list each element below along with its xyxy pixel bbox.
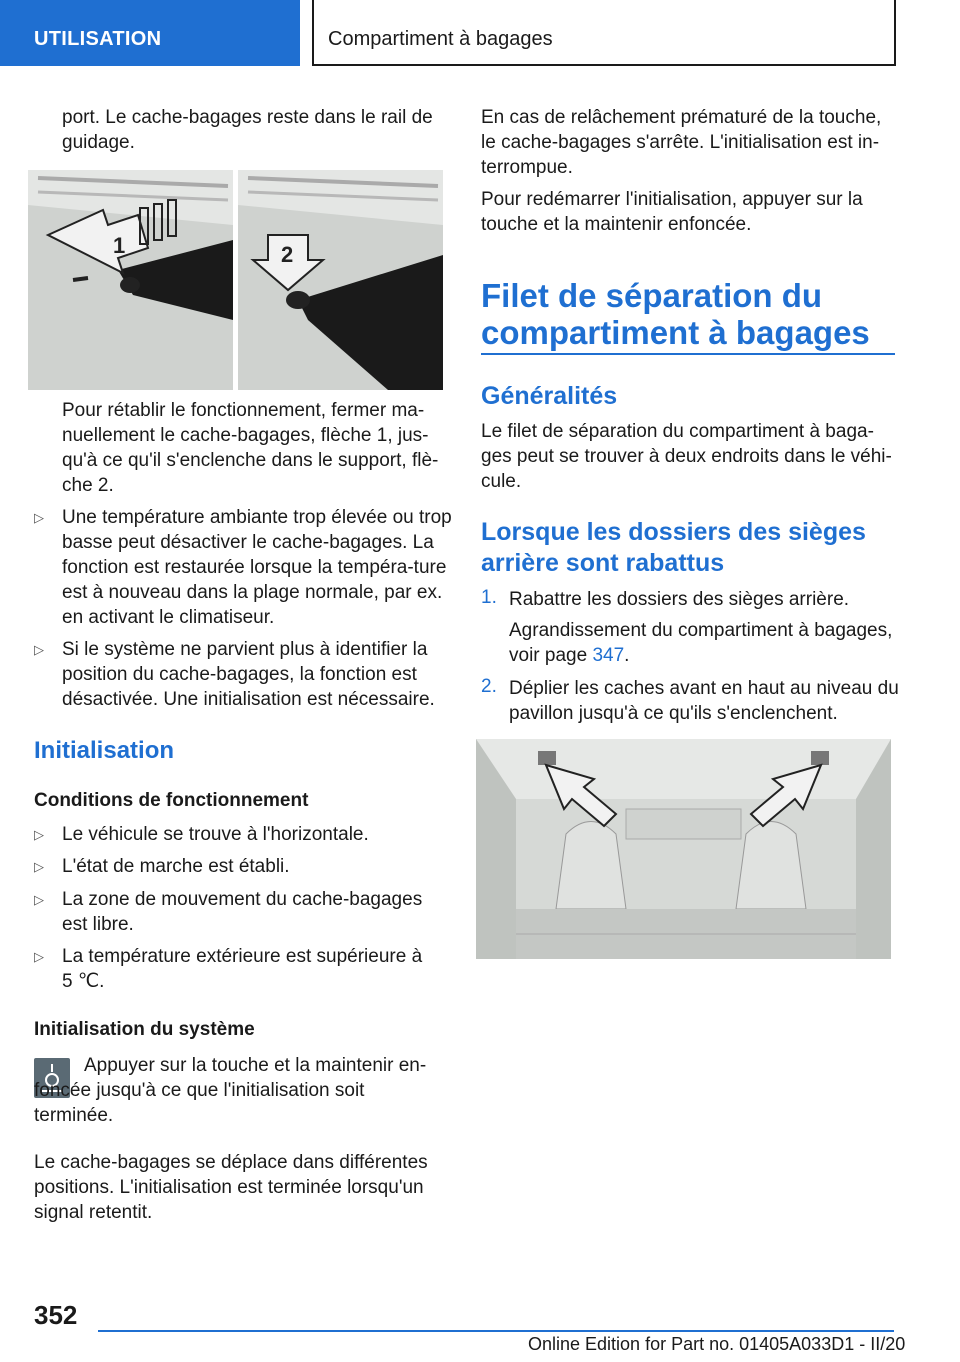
triangle-bullet-icon: ▷ (34, 510, 44, 525)
chapter-title: Compartiment à bagages (328, 28, 553, 50)
heading-underline (481, 353, 895, 355)
list-item: ▷ La zone de mouvement du cache-bagages est libre. (34, 889, 423, 935)
step-number: 2. (481, 676, 497, 697)
cover-photo-arrow-2 (238, 170, 443, 390)
right-paragraph-2: Pour redémarrer l'initialisation, appuyer sur la touche et la maintenir enfoncée. (481, 189, 863, 235)
list-item: ▷ Si le système ne parvient plus à identifier la position du cache-bagages, la fonction est désactivée. Une initialisation est nécessaire. (34, 639, 435, 710)
page-number: 352 (34, 1300, 78, 1330)
interior-photo (476, 739, 891, 959)
arrow-label-1: 1 (113, 233, 126, 258)
step-number: 1. (481, 587, 497, 608)
edition-text: Online Edition for Part no. 01405A033D1 - II/20 (528, 1334, 906, 1354)
page-link[interactable]: 347 (592, 645, 625, 666)
triangle-bullet-icon: ▷ (34, 827, 44, 842)
step-text: Rabattre les dossiers des sièges arrière. (509, 589, 850, 610)
right-paragraph-1: En cas de relâchement prématuré de la touche, le cache-bagages s'arrête. L'initialisation est in-terrompue. (481, 107, 882, 178)
arrow-label-2: 2 (281, 242, 294, 267)
step-subtext: Agrandissement du compartiment à bagages, voir page 347. (509, 620, 893, 666)
triangle-bullet-icon: ▷ (34, 642, 44, 657)
chapter-tab (312, 0, 896, 66)
list-item: ▷ La température extérieure est supérieure à 5 ℃. (34, 946, 423, 992)
cover-photo-arrow-1 (28, 170, 233, 390)
triangle-bullet-icon: ▷ (34, 859, 44, 874)
list-item: ▷ Le véhicule se trouve à l'horizontale. (34, 824, 369, 845)
system-text: Appuyer sur la touche et la maintenir en-foncée jusqu'à ce que l'initialisation soit terminée. (34, 1055, 427, 1126)
general-heading: Généralités (481, 382, 618, 410)
init-heading: Initialisation (34, 737, 175, 764)
intro-text: port. Le cache-bagages reste dans le rail de guidage. (62, 107, 433, 153)
step-text: Déplier les caches avant en haut au niveau du pavillon jusqu'à ce qu'ils s'enclenchent. (509, 678, 899, 724)
triangle-bullet-icon: ▷ (34, 949, 44, 964)
system-text-2: Le cache-bagages se déplace dans différentes positions. L'initialisation est terminée lorsqu'un signal retentit. (34, 1152, 428, 1223)
system-heading: Initialisation du système (34, 1019, 255, 1040)
list-item: ▷ L'état de marche est établi. (34, 856, 290, 877)
seats-heading: Lorsque les dossiers des sièges arrière sont rabattus (481, 518, 866, 577)
section-tab (0, 0, 300, 66)
restore-text: Pour rétablir le fonctionnement, fermer ma-nuellement le cache-bagages, flèche 1, jus-qu'à ce qu'il s'enclenche dans le support, flè-che 2. (62, 400, 439, 496)
conditions-heading: Conditions de fonctionnement (34, 790, 309, 811)
list-item: ▷ Une température ambiante trop élevée ou trop basse peut désactiver le cache-bagages. La fonction est restaurée lorsque la tempéra-ture est à nouveau dans la plage normale, par ex. en activant le climatiseur. (34, 507, 452, 628)
triangle-bullet-icon: ▷ (34, 892, 44, 907)
section-title: UTILISATION (34, 28, 162, 50)
section-heading: Filet de séparation du compartiment à bagages (481, 277, 870, 351)
footer-rule (98, 1330, 894, 1332)
general-text: Le filet de séparation du compartiment à baga-ges peut se trouver à deux endroits dans le véhi-cule. (481, 421, 892, 492)
